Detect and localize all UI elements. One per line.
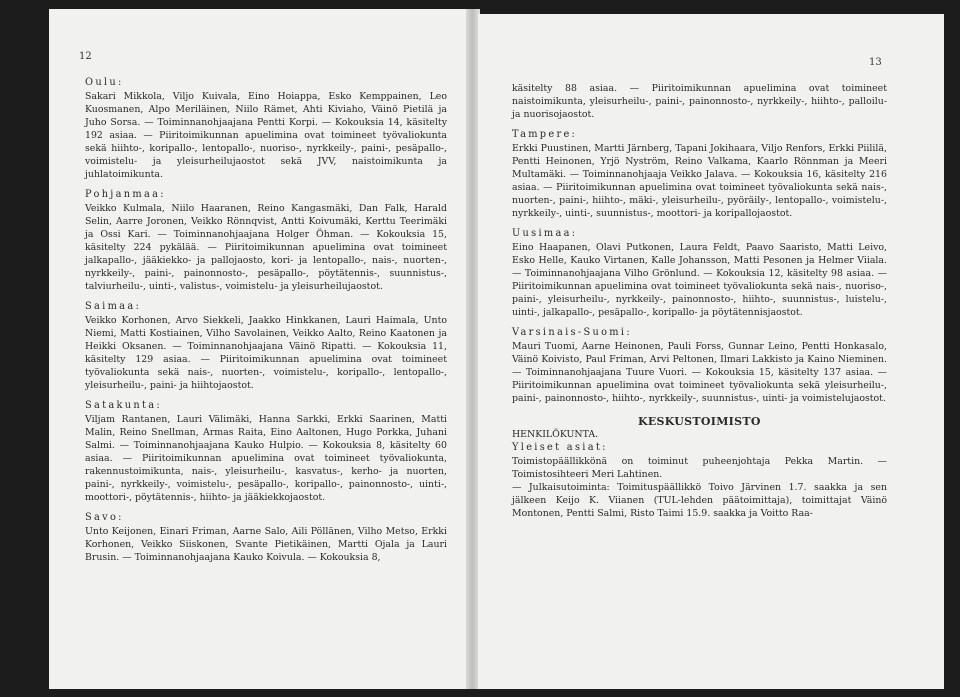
section-heading: Tampere: — [512, 129, 578, 140]
right-column — [512, 82, 887, 527]
section-varsinais-suomi — [512, 326, 887, 405]
section-text: Unto Keijonen, Einari Friman, Aarne Salo, Aili Pöllänen, Vilho Metso, Erkki Korhonen, Veikko Siiskonen, Svante Pietikäinen, Martti Ojala ja Lauri Brusin. — Toiminnanohjaajana Kauko Koivula. — Kokouksia 8, — [85, 526, 447, 563]
page-number-right: 13 — [869, 57, 882, 68]
section-text: Sakari Mikkola, Viljo Kuivala, Eino Hoiappa, Esko Kemppainen, Leo Kuosmanen, Alpo Meriläinen, Niilo Rämet, Ahti Kiviaho, Väinö Pietilä ja Juho Sorsa. — Toiminnanohjaajana Pentti Korpi. — Kokouksia 14, käsitelty 192 asiaa. — Piiritoimikunnan apuelimina ovat toimineet työvaliokunta sekä hiihto-, koripallo-, lentopallo-, nuoriso-, nyrkkeily-, paini-, pesäpallo-, voimistelu- ja yleisurheilujaostot sekä JVV, naistoimikunta ja juhlatoimikunta. — [85, 91, 447, 180]
section-heading: Savo: — [85, 512, 124, 523]
section-text: Erkki Puustinen, Martti Järnberg, Tapani Jokihaara, Viljo Renfors, Erkki Piililä, Pentti Heinonen, Yrjö Nyström, Reino Valkama, Kaarlo Rönnman ja Meeri Multamäki. — Toiminnanohjaaja Veikko Jalava. — Kokouksia 16, käsitelty 216 asiaa. — Piiritoimikunnan apuelimina ovat toimineet työvaliokunta sekä nais-, nuorten-, paini-, hiihto-, mäki-, yleisurheilu-, pyöräily-, lentopallo-, voimistelu-, nyrkkeily-, uinti-, suunnistus-, moottori- ja koripallojaostot. — [512, 143, 887, 219]
section-text: Eino Haapanen, Olavi Putkonen, Laura Feldt, Paavo Saaristo, Matti Leivo, Esko Helle, Kauko Virtanen, Kalle Johansson, Matti Pesonen ja Helmer Viiala. — Toiminnanohjaajana Vilho Grönlund. — Kokouksia 12, käsitelty 98 asiaa. — Piiritoimikunnan apuelimina ovat toimineet työvaliokunta sekä nais-, nuoriso-, paini-, yleisurheilu-, nyrkkeily-, painonnosto-, hiihto-, suunnistus-, luistelu-, uinti-, jalkapallo-, pesäpallo-, koripallo- ja pöytätennisjaostot. — [512, 242, 887, 318]
left-page — [49, 9, 468, 689]
right-page — [478, 14, 944, 689]
section-satakunta — [85, 399, 447, 504]
keskustoimisto-title: KESKUSTOIMISTO — [638, 415, 761, 428]
section-pohjanmaa — [85, 188, 447, 293]
section-yleiset-asiat — [512, 441, 887, 520]
section-saimaa — [85, 300, 447, 392]
section-text: Veikko Korhonen, Arvo Siekkeli, Jaakko Hinkkanen, Lauri Haimala, Unto Niemi, Matti Kostiainen, Vilho Savolainen, Veikko Aalto, Reino Kaatonen ja Heikki Oksanen. — Toiminnanohjaajana Väinö Ripatti. — Kokouksia 11, käsitelty 129 asiaa. — Piiritoimikunnan apuelimina ovat toimineet työvaliokunta sekä nais-, nuorten-, voimistelu-, koripallo-, lentopallo-, yleisurheilu-, paini- ja hiihtojaostot. — [85, 315, 447, 391]
henkilokunta-subtitle: HENKILÖKUNTA. — [512, 429, 599, 440]
section-text: Toimistopäällikkönä on toiminut puheenjohtaja Pekka Martin. — Toimistosihteeri Meri Lahtinen. — [512, 456, 887, 480]
section-tampere — [512, 128, 887, 220]
section-text: Veikko Kulmala, Niilo Haaranen, Reino Kangasmäki, Dan Falk, Harald Selin, Aarre Joronen, Veikko Rönnqvist, Antti Koivumäki, Kerttu Teerimäki ja Ossi Kari. — Toiminnanohjaajana Holger Öhman. — Kokouksia 15, käsitelty 224 pykälää. — Piiritoimikunnan apuelimina ovat toimineet jalkapallo-, jääkiekko- ja pallojaosto, kori- ja lentopallo-, nais-, nuorten-, nyrkkeily-, paini-, painonnosto-, pesäpallo-, pöytätennis-, suunnistus-, talviurheilu-, uinti-, valistus-, voimistelu- ja yleisurheilujaostot. — [85, 203, 447, 292]
section-savo — [85, 511, 447, 564]
section-heading: Varsinais-Suomi: — [512, 327, 632, 338]
julkaisutoiminta-text: — Julkaisutoiminta: Toimituspäällikkö Toivo Järvinen 1.7. saakka ja sen jälkeen Keijo K. Viianen (TUL-lehden päätoimittaja), toimittajat Väinö Montonen, Pentti Salmi, Risto Taimi 15.9. saakka ja Voitto Raa- — [512, 482, 887, 519]
section-text: Viljam Rantanen, Lauri Välimäki, Hanna Sarkki, Erkki Saarinen, Matti Malin, Reino Snellman, Armas Raita, Eino Aaltonen, Hugo Porkka, Juhani Salmi. — Toiminnanohjaajana Kauko Hulpio. — Kokouksia 8, käsitelty 60 asiaa. — Piiritoimikunnan apuelimina ovat toimineet työvaliokunta, rakennustoimikunta, nais-, yleisurheilu-, kasvatus-, kerho- ja nuorten, paini-, nyrkkeily-, voimistelu-, pesäpallo-, koripallo-, painonnosto-, uinti-, moottori-, pöytätennis-, hiihto- ja jääkiekkojaostot. — [85, 414, 447, 503]
section-heading: Pohjanmaa: — [85, 189, 166, 200]
section-savo-continued — [512, 82, 887, 121]
page-number-left: 12 — [79, 51, 92, 62]
section-text: käsitelty 88 asiaa. — Piiritoimikunnan apuelimina ovat toimineet naistoimikunta, yleisurheilu-, paini-, painonnosto-, nyrkkeily-, hiihto-, palloilu- ja nuorisojaostot. — [512, 83, 887, 120]
section-uusimaa — [512, 227, 887, 319]
left-column — [85, 76, 447, 571]
section-oulu — [85, 76, 447, 181]
section-heading: Uusimaa: — [512, 228, 578, 239]
section-heading: Oulu: — [85, 77, 124, 88]
section-heading: Yleiset asiat: — [512, 442, 608, 453]
section-heading: Saimaa: — [85, 301, 142, 312]
keskustoimisto-header — [512, 415, 887, 441]
section-heading: Satakunta: — [85, 400, 162, 411]
section-text: Mauri Tuomi, Aarne Heinonen, Pauli Forss, Gunnar Leino, Pentti Honkasalo, Väinö Koivisto, Paul Friman, Arvi Peltonen, Ilmari Lakkisto ja Kaino Nieminen. — Toiminnanohjaajana Tuure Vuori. — Kokouksia 15, käsitelty 137 asiaa. — Piiritoimikunnan apuelimina ovat toimineet työvaliokunta sekä yleisurheilu-, paini-, painonnosto-, hiihto-, nyrkkeily-, suunnistus-, uinti- ja voimistelujaostot. — [512, 341, 887, 404]
